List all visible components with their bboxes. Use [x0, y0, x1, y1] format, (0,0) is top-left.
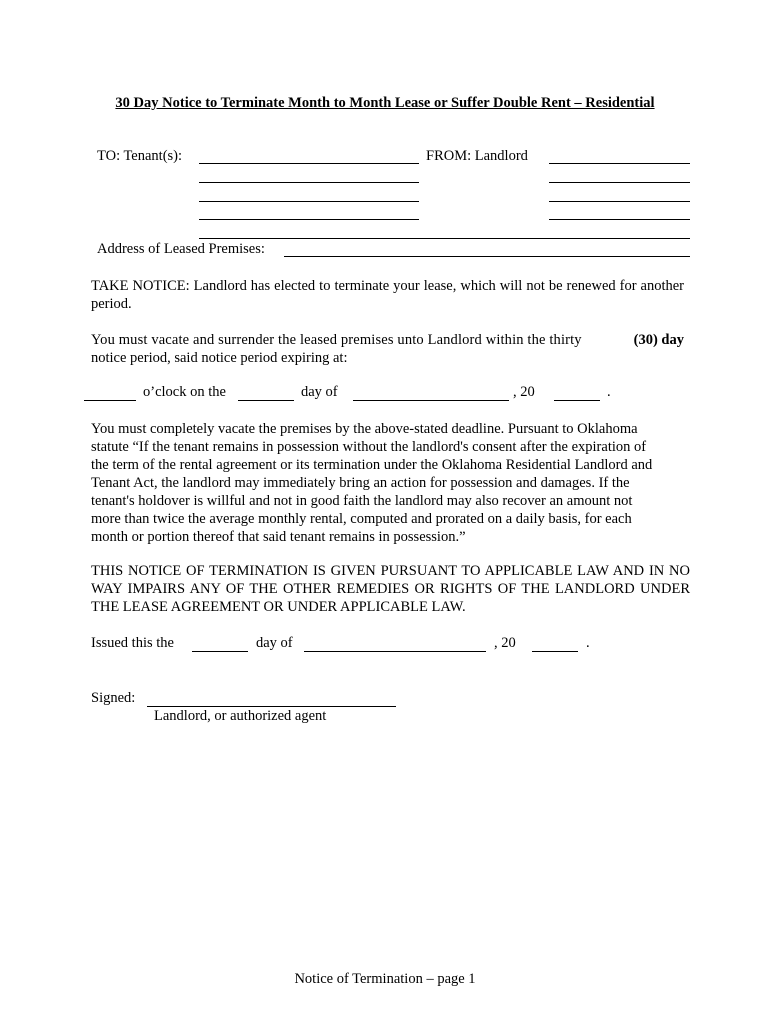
statute-paragraph [91, 420, 690, 546]
landlord-line-4[interactable] [549, 219, 690, 220]
issued-month-blank[interactable] [304, 651, 486, 652]
statute-line-2: statute “If the tenant remains in possession without the landlord's consent after the expiration of [91, 439, 647, 455]
expiry-year-blank[interactable] [554, 400, 600, 401]
vacate-suffix: notice period, said notice period expiring at: [91, 350, 348, 366]
from-landlord-label: FROM: Landlord [426, 148, 528, 164]
vacate-paragraph [91, 331, 684, 367]
document-title: 30 Day Notice to Terminate Month to Month Lease or Suffer Double Rent – Residential [115, 95, 655, 111]
vacate-bold: (30) day [633, 332, 684, 348]
issued-year-blank[interactable] [532, 651, 578, 652]
issued-prefix: Issued this the [91, 635, 174, 651]
statute-line-6: more than twice the average monthly rental, computed and prorated on a daily basis, for each [91, 511, 632, 527]
issued-year-prefix: , 20 [494, 635, 516, 651]
statute-line-5: tenant's holdover is willful and not in good faith the landlord may also recover an amount not [91, 493, 633, 509]
tenant-line-3[interactable] [199, 201, 419, 202]
tenant-line-4[interactable] [199, 219, 419, 220]
expiry-day-blank[interactable] [238, 400, 294, 401]
expiry-month-blank[interactable] [353, 400, 509, 401]
tenant-line-2[interactable] [199, 182, 419, 183]
signed-label: Signed: [91, 690, 136, 706]
address-line-1[interactable] [199, 238, 690, 239]
take-notice-paragraph: TAKE NOTICE: Landlord has elected to terminate your lease, which will not be renewed for another period. [91, 278, 684, 312]
statute-line-3: the term of the rental agreement or its termination under the Oklahoma Residential Landlord and [91, 457, 653, 473]
landlord-line-3[interactable] [549, 201, 690, 202]
statute-line-4: Tenant Act, the landlord may immediately bring an action for possession and damages. If the [91, 475, 630, 491]
issued-day-of-label: day of [256, 635, 293, 651]
expiry-year-prefix: , 20 [513, 384, 535, 400]
statute-line-7: month or portion thereof that said tenant remains in possession.” [91, 529, 466, 545]
landlord-line-1[interactable] [549, 163, 690, 164]
expiry-hour-blank[interactable] [84, 400, 136, 401]
vacate-line-1 [91, 331, 684, 349]
to-tenant-label: TO: Tenant(s): [97, 148, 183, 164]
tenant-line-1[interactable] [199, 163, 419, 164]
issued-period: . [586, 635, 590, 651]
issued-day-blank[interactable] [192, 651, 248, 652]
expiry-period: . [607, 384, 611, 400]
signature-caption: Landlord, or authorized agent [154, 708, 327, 724]
expiry-day-of-label: day of [301, 384, 338, 400]
landlord-line-2[interactable] [549, 182, 690, 183]
signature-line[interactable] [147, 706, 396, 707]
address-label: Address of Leased Premises: [97, 241, 265, 257]
vacate-prefix: You must vacate and surrender the leased premises unto Landlord within the thirty [91, 332, 582, 348]
statute-line-1: You must completely vacate the premises by the above-stated deadline. Pursuant to Oklahoma [91, 421, 638, 437]
caps-notice-paragraph: THIS NOTICE OF TERMINATION IS GIVEN PURSUANT TO APPLICABLE LAW AND IN NO WAY IMPAIRS ANY OF THE OTHER REMEDIES OR RIGHTS OF THE LANDLORD UNDER THE LEASE AGREEMENT OR UNDER APPLICABLE LAW. [91, 563, 690, 615]
oclock-label: o’clock on the [143, 384, 226, 400]
page-footer: Notice of Termination – page 1 [294, 971, 476, 987]
address-line-2[interactable] [284, 256, 690, 257]
